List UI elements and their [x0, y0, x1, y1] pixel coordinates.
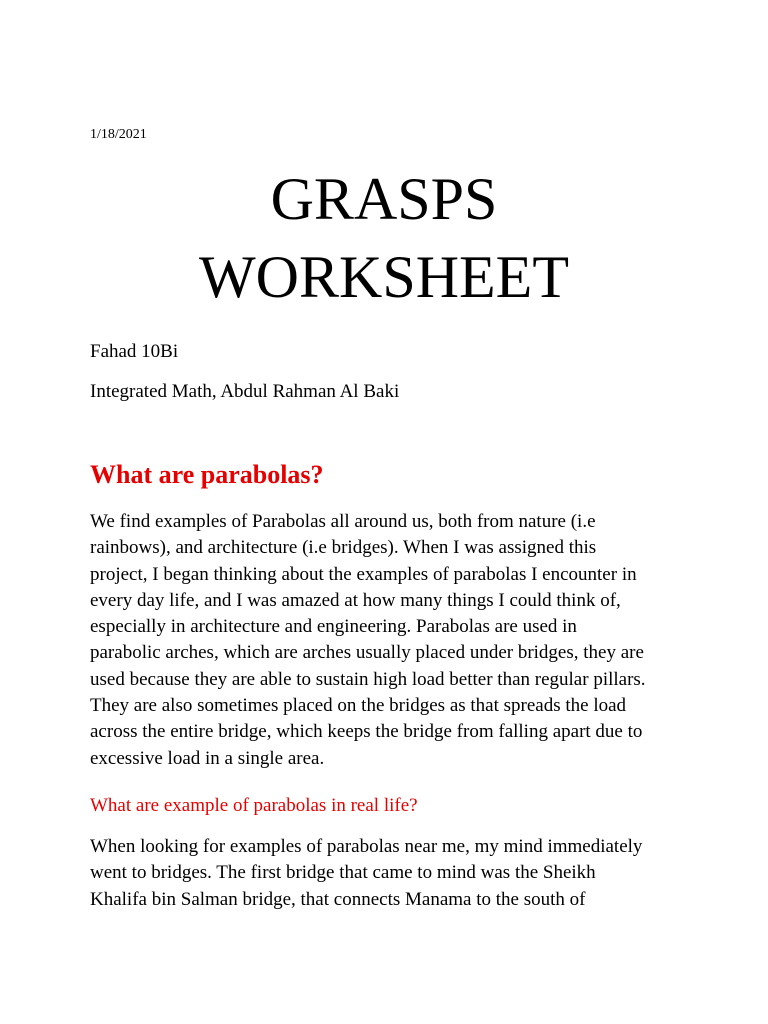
paragraph-line: excessive load in a single area. — [90, 747, 325, 769]
paragraph-line: every day life, and I was amazed at how many things I could think of, — [90, 589, 621, 611]
section-paragraph-examples — [90, 834, 690, 913]
title-line-2: WORKSHEET — [199, 244, 569, 310]
paragraph-line: especially in architecture and engineering. Parabolas are used in — [90, 616, 577, 638]
paragraph-line: rainbows), and architecture (i.e bridges). When I was assigned this — [90, 537, 597, 559]
section-heading-parabolas: What are parabolas? — [90, 460, 324, 489]
paragraph-line: They are also sometimes placed on the bridges as that spreads the load — [90, 695, 627, 717]
paragraph-line: Khalifa bin Salman bridge, that connects Manama to the south of — [90, 888, 586, 910]
page-title — [0, 160, 768, 316]
paragraph-line: went to bridges. The first bridge that came to mind was the Sheikh — [90, 862, 596, 884]
paragraph-line: parabolic arches, which are arches usually placed under bridges, they are — [90, 642, 644, 664]
paragraph-line: used because they are able to sustain high load better than regular pillars. — [90, 668, 646, 690]
paragraph-line: We find examples of Parabolas all around us, both from nature (i.e — [90, 511, 596, 532]
paragraph-line: project, I began thinking about the examples of parabolas I encounter in — [90, 563, 637, 585]
title-line-1: GRASPS — [270, 166, 498, 232]
course-info: Integrated Math, Abdul Rahman Al Baki — [90, 381, 400, 402]
paragraph-line: When looking for examples of parabolas near me, my mind immediately — [90, 836, 643, 857]
document-date: 1/18/2021 — [90, 127, 147, 142]
section-heading-examples: What are example of parabolas in real life? — [90, 795, 418, 816]
paragraph-line: across the entire bridge, which keeps the bridge from falling apart due to — [90, 721, 643, 743]
author-name: Fahad 10Bi — [90, 341, 179, 362]
section-paragraph-parabolas — [90, 509, 690, 772]
